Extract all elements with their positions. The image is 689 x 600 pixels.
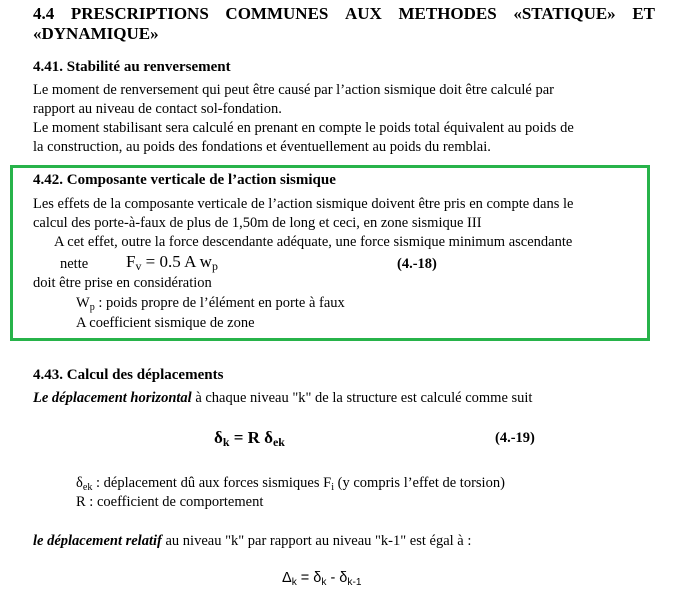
emphasis: le déplacement relatif	[33, 533, 162, 549]
eq-subscript: ek	[273, 435, 285, 449]
paragraph-line: doit être prise en considération	[33, 275, 212, 291]
def-symbol: W	[76, 295, 90, 311]
section-4-41-title: 4.41. Stabilité au renversement	[33, 59, 231, 75]
definition-wp	[76, 295, 345, 312]
section-4-4-title	[33, 4, 655, 44]
definition-delta-ek	[76, 475, 505, 492]
paragraph-line	[33, 390, 532, 407]
section-4-4-title-line1	[33, 4, 655, 24]
title-word: METHODES	[398, 4, 497, 23]
paragraph-line: Les effets de la composante verticale de l’action sismique doivent être pris en compte dans le	[33, 196, 574, 212]
def-text: (y compris l’effet de torsion)	[334, 475, 505, 491]
def-subscript: i	[331, 482, 335, 493]
paragraph-line: la construction, au poids des fondations et éventuellement au poids du remblai.	[33, 139, 491, 155]
def-subscript: p	[89, 302, 95, 313]
title-word: 4.4	[33, 4, 55, 23]
section-4-43-title: 4.43. Calcul des déplacements	[33, 367, 224, 383]
eq-body: - δ	[326, 570, 348, 586]
eq-subscript: v	[135, 259, 142, 273]
equation-relative-displacement	[282, 570, 361, 586]
section-4-4-title-line2: «DYNAMIQUE»	[33, 24, 159, 43]
eq-body: = R δ	[229, 428, 273, 447]
definition-r: R : coefficient de comportement	[76, 494, 264, 510]
nette-label: nette	[60, 256, 89, 272]
def-text: : poids propre de l’élément en porte à faux	[94, 295, 345, 311]
eq-subscript: p	[211, 259, 218, 273]
title-word: PRESCRIPTIONS	[70, 4, 209, 23]
equation-4-18	[126, 252, 218, 272]
definition-a: A coefficient sismique de zone	[76, 315, 255, 331]
title-word: COMMUNES	[225, 4, 329, 23]
paragraph-line: rapport au niveau de contact sol-fondation.	[33, 101, 282, 117]
paragraph-line: Le moment de renversement qui peut être causé par l’action sismique doit être calculé par	[33, 82, 554, 98]
title-word: AUX	[345, 4, 382, 23]
title-word: «STATIQUE»	[513, 4, 616, 23]
equation-number: (4.-19)	[495, 430, 535, 446]
section-4-42-title: 4.42. Composante verticale de l’action sismique	[33, 172, 336, 188]
eq-body: = 0.5 A w	[141, 252, 212, 271]
eq-symbol: Δ	[282, 570, 292, 586]
eq-subscript: k-1	[347, 577, 362, 588]
paragraph-line: A cet effet, outre la force descendante adéquate, une force sismique minimum ascendante	[54, 234, 573, 250]
eq-symbol: F	[126, 252, 136, 271]
eq-subscript: k	[291, 577, 297, 588]
paragraph-text: à chaque niveau "k" de la structure est calculé comme suit	[191, 390, 533, 406]
paragraph-text: au niveau "k" par rapport au niveau "k-1" est égal à :	[161, 533, 472, 549]
paragraph-line	[33, 533, 471, 550]
emphasis: Le déplacement horizontal	[33, 390, 192, 406]
def-text: : déplacement dû aux forces sismiques F	[92, 475, 332, 491]
def-symbol: δ	[76, 475, 83, 491]
eq-subscript: k	[321, 577, 327, 588]
paragraph-line: calcul des porte-à-faux de plus de 1,50m de long et ceci, en zone sismique III	[33, 215, 482, 231]
paragraph-line: Le moment stabilisant sera calculé en prenant en compte le poids total équivalent au poids de	[33, 120, 574, 136]
def-subscript: ek	[82, 482, 93, 493]
equation-4-19	[214, 428, 285, 448]
eq-subscript: k	[222, 435, 230, 449]
equation-number: (4.-18)	[397, 256, 437, 272]
eq-symbol: δ	[214, 428, 223, 447]
eq-body: = δ	[296, 570, 322, 586]
title-word: ET	[632, 4, 655, 23]
